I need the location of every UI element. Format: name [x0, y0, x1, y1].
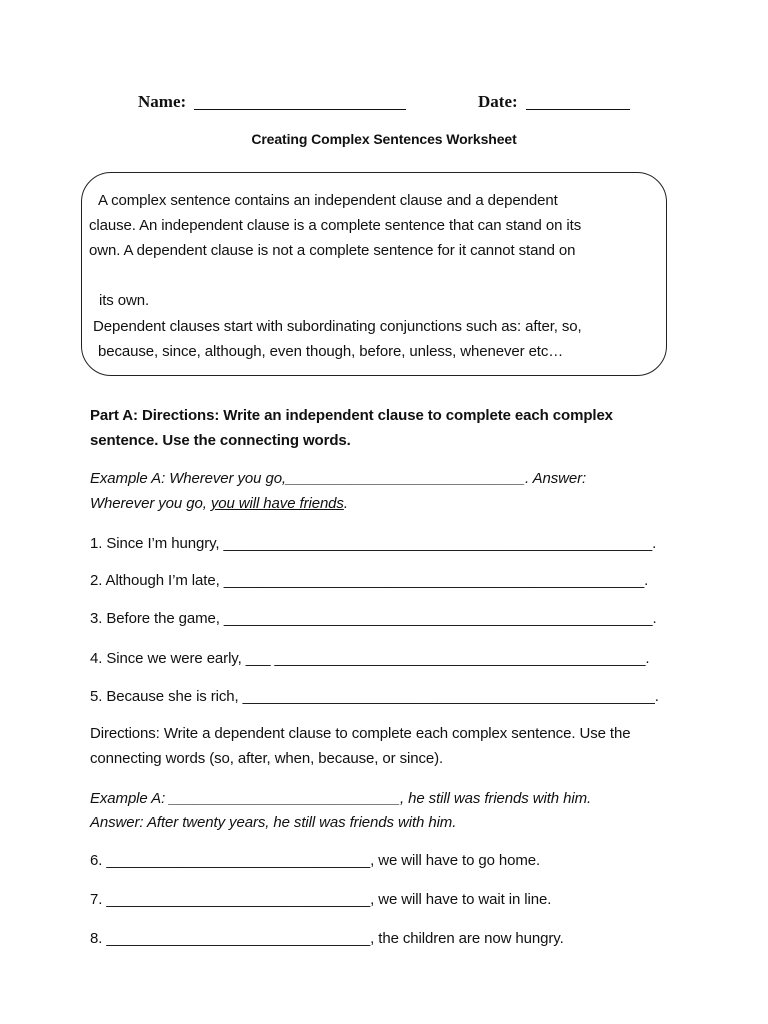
part-a-example: Example A: Wherever you go,_____________________________. Answer:	[90, 470, 587, 487]
question-7[interactable]: 7. ________________________________, we will have to wait in line.	[90, 891, 552, 908]
name-field	[138, 92, 406, 112]
part-a-directions-cont: sentence. Use the connecting words.	[90, 432, 351, 449]
example-answer-underlined: you will have friends	[210, 495, 344, 512]
definition-line: clause. An independent clause is a complete sentence that can stand on its	[89, 217, 582, 234]
part-b-directions: Directions: Write a dependent clause to complete each complex sentence. Use the	[90, 725, 631, 742]
question-4[interactable]: 4. Since we were early, ___ _____________________________________________.	[90, 650, 650, 667]
definition-line: because, since, although, even though, before, unless, whenever etc…	[98, 343, 564, 360]
question-3[interactable]: 3. Before the game, ____________________________________________________.	[90, 610, 657, 627]
part-b-example-answer: Answer: After twenty years, he still was friends with him.	[90, 814, 457, 831]
definition-line: Dependent clauses start with subordinating conjunctions such as: after, so,	[93, 318, 582, 335]
name-label: Name:	[138, 92, 187, 111]
part-b-directions-cont: connecting words (so, after, when, because, or since).	[90, 750, 444, 767]
question-1[interactable]: 1. Since I’m hungry, ____________________________________________________.	[90, 535, 657, 552]
date-label: Date:	[478, 92, 518, 111]
definition-line: own. A dependent clause is not a complete sentence for it cannot stand on	[89, 242, 576, 259]
question-5[interactable]: 5. Because she is rich, __________________________________________________.	[90, 688, 659, 705]
example-answer-suffix: .	[343, 495, 348, 512]
definition-box	[81, 172, 667, 376]
question-8[interactable]: 8. ________________________________, the children are now hungry.	[90, 930, 564, 947]
part-a-directions: Part A: Directions: Write an independent clause to complete each complex	[90, 407, 613, 424]
definition-line: A complex sentence contains an independent clause and a dependent	[98, 192, 558, 209]
example-answer-prefix: Wherever you go,	[90, 495, 211, 512]
date-field	[478, 92, 630, 112]
name-blank-line[interactable]	[194, 93, 406, 110]
question-2[interactable]: 2. Although I’m late, ___________________________________________________.	[90, 572, 649, 589]
part-a-example-answer	[90, 495, 348, 512]
worksheet-title: Creating Complex Sentences Worksheet	[251, 131, 517, 147]
date-blank-line[interactable]	[526, 93, 630, 110]
question-6[interactable]: 6. ________________________________, we will have to go home.	[90, 852, 541, 869]
part-b-example: Example A: ____________________________, he still was friends with him.	[90, 790, 592, 807]
definition-line: its own.	[99, 292, 150, 309]
